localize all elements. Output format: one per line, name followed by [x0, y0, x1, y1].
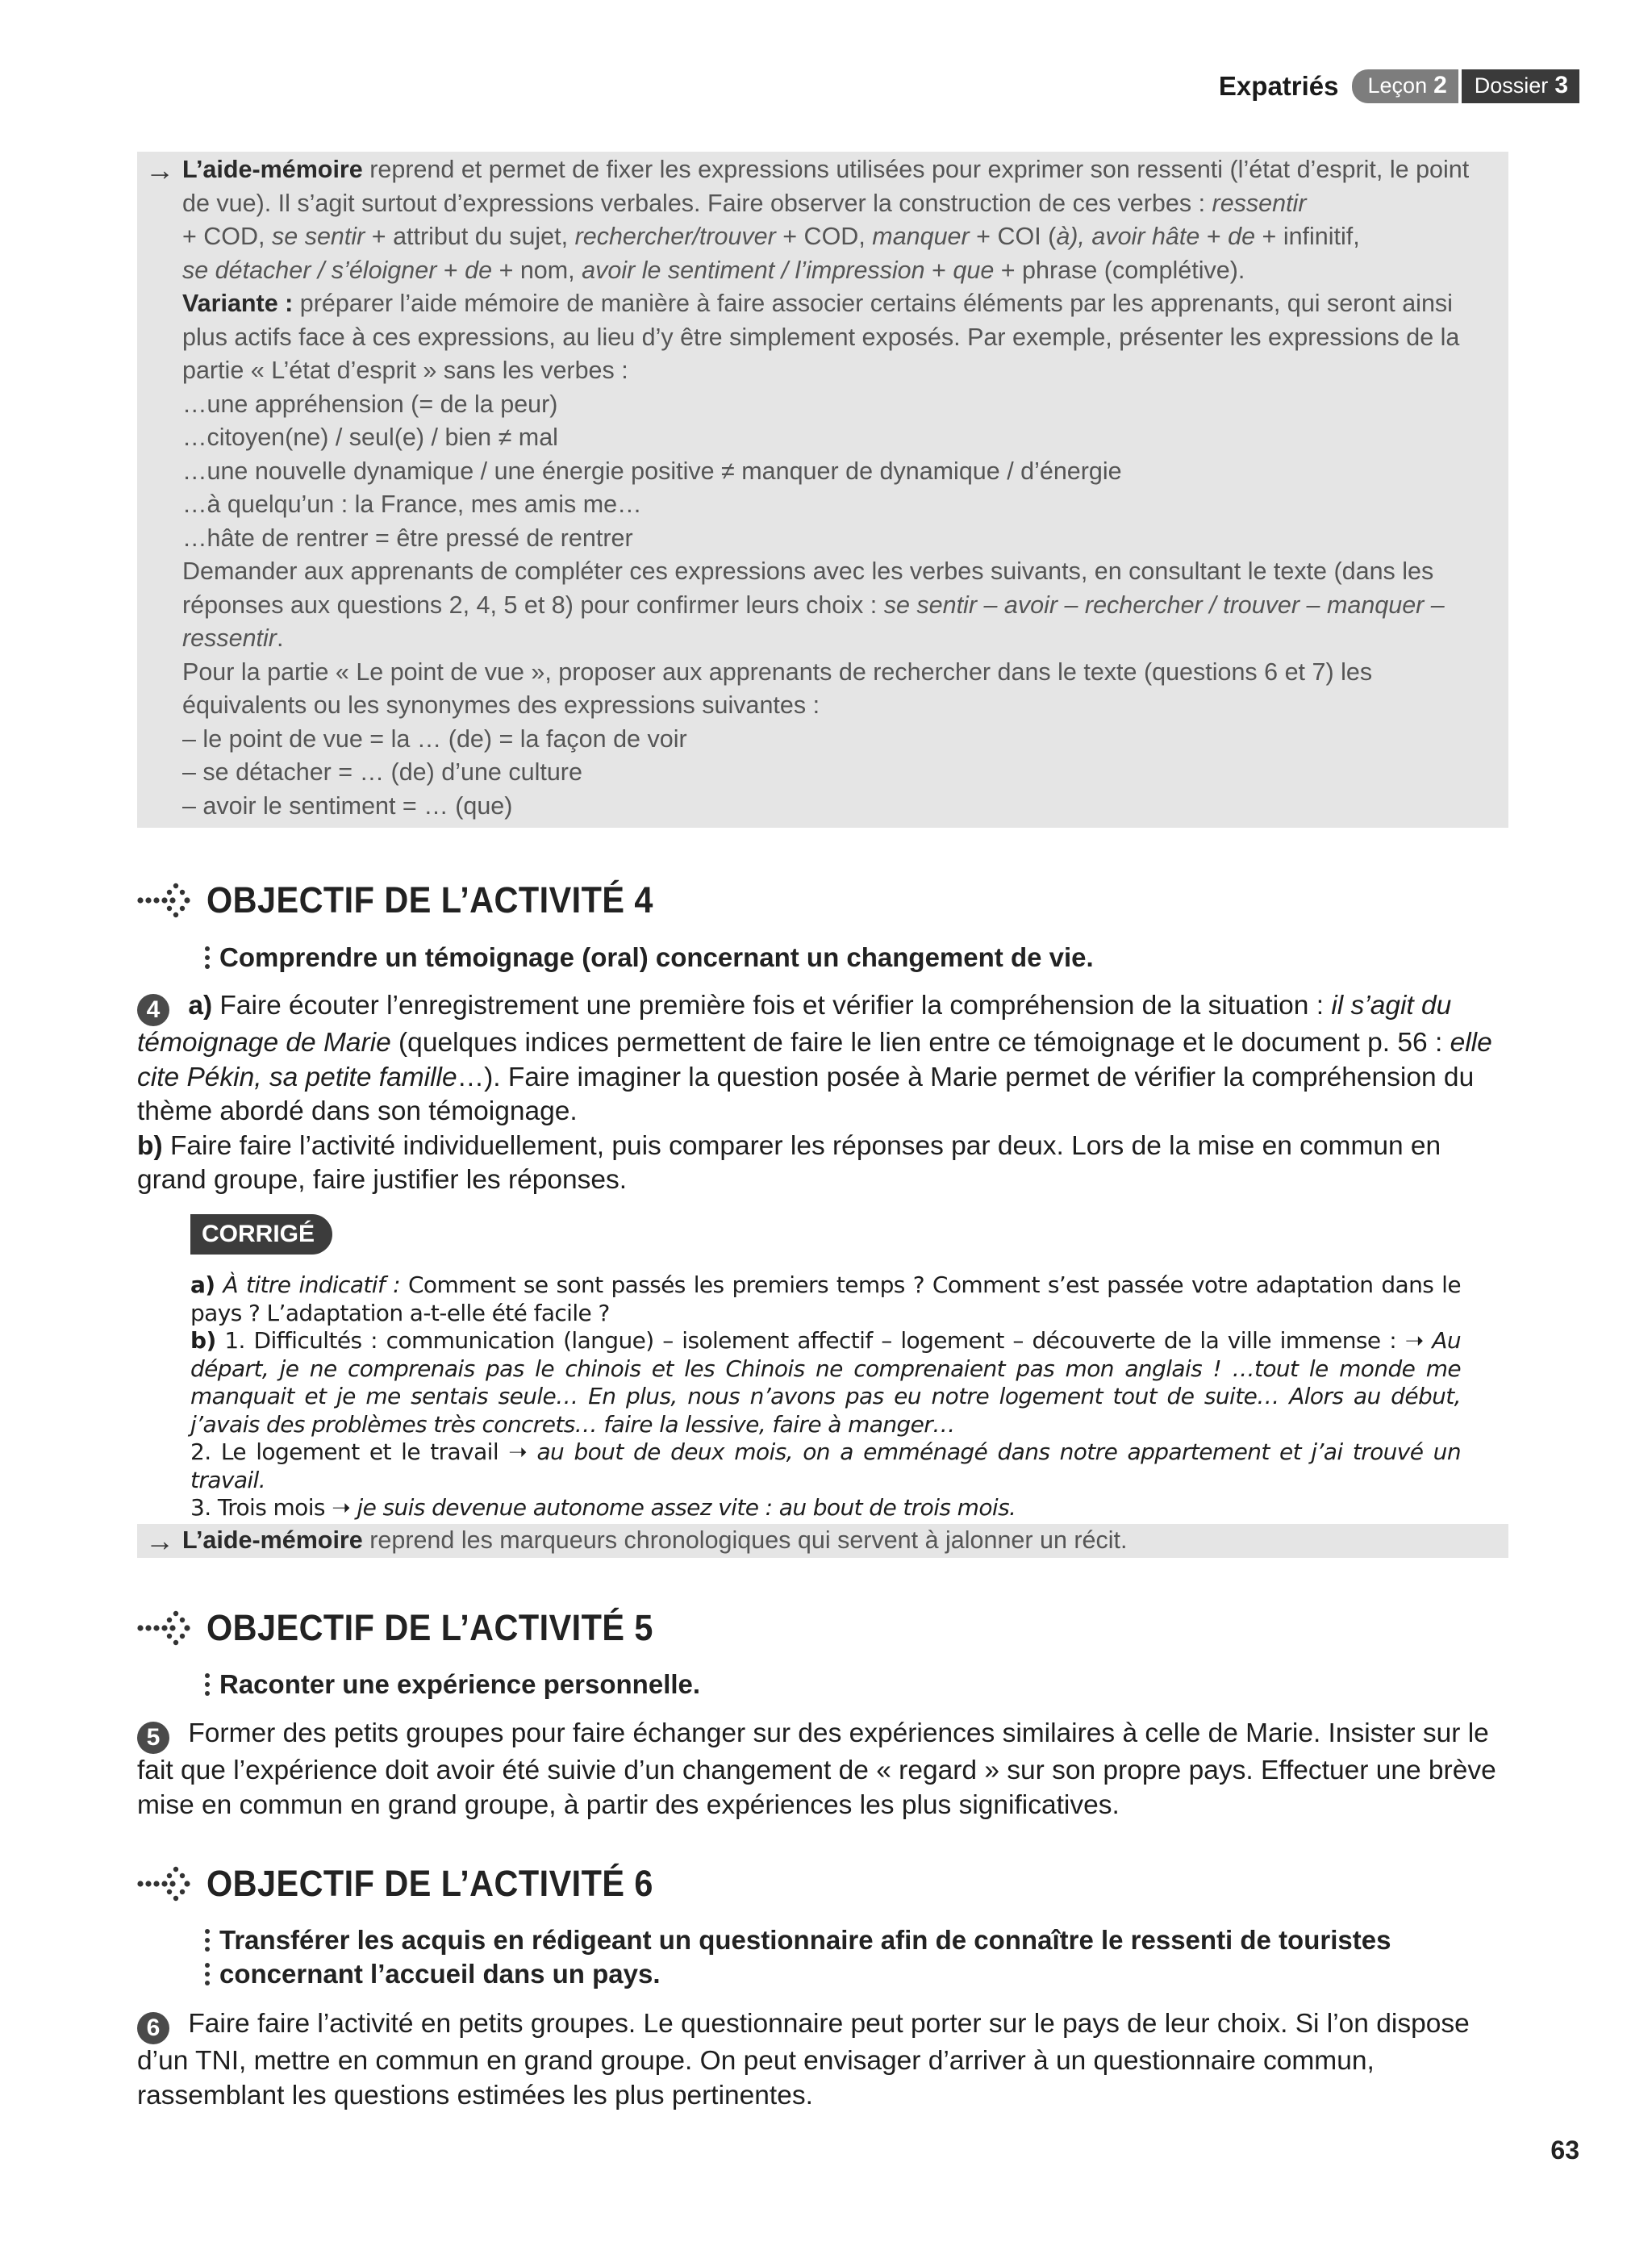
lecon-badge: [1352, 69, 1458, 103]
page-number: 63: [1550, 2136, 1579, 2165]
text: que: [953, 256, 995, 284]
text: a): [190, 1271, 215, 1298]
right-arrow-icon: →: [145, 1524, 174, 1557]
text: ressentir: [1212, 189, 1307, 217]
text: Raconter une expérience personnelle.: [219, 1669, 701, 1699]
text: b): [190, 1327, 216, 1354]
text: + COI (: [976, 223, 1057, 250]
text: + COD,: [782, 223, 866, 250]
list-item: …une nouvelle dynamique / une énergie positive ≠ manquer de dynamique / d’énergie: [182, 457, 1122, 485]
text: Pour la partie « Le point de vue », proposer aux apprenants de rechercher dans le texte (questions 6 et 7) les équivalents ou les synonymes des expressions suivantes :: [182, 658, 1373, 719]
text: +: [443, 256, 458, 284]
text: …). Faire imaginer la question posée à Marie permet de vérifier la compréhension du thème abordé dans son témoignage.: [137, 1062, 1475, 1126]
aide-memoire-box-2: [137, 1524, 1508, 1558]
text: Trois mois: [217, 1494, 325, 1521]
variante-label: Variante :: [182, 290, 294, 317]
text: se détacher / s’éloigner: [182, 256, 437, 284]
list-item: …citoyen(ne) / seul(e) / bien ≠ mal: [182, 424, 558, 451]
activity-5-instructions: [137, 1717, 1508, 1822]
aide-memoire-box: [137, 152, 1508, 828]
text: de: [465, 256, 493, 284]
objective-5-heading: [137, 1607, 692, 1649]
objective-title: OBJECTIF DE L’ACTIVITÉ 5: [206, 1607, 653, 1648]
vertical-dots-icon: [203, 946, 211, 970]
text: reprend les marqueurs chronologiques qui servent à jalonner un récit.: [369, 1526, 1128, 1554]
text: +: [1206, 223, 1221, 250]
activity-6-instructions: [137, 2007, 1508, 2113]
arrow-icon: ➝: [508, 1438, 528, 1465]
list-item: – avoir le sentiment = … (que): [182, 791, 513, 820]
text: .: [276, 624, 284, 652]
activity-number-badge: 6: [137, 2012, 169, 2044]
objective-title: OBJECTIF DE L’ACTIVITÉ 4: [206, 879, 653, 921]
activity-4-instructions: [137, 989, 1508, 1198]
dotted-arrow-icon: [137, 1865, 190, 1902]
list-item: …hâte de rentrer = être pressé de rentrer: [182, 524, 633, 552]
text: il s’agit du témoignage de Marie: [137, 991, 1452, 1058]
text: Au départ, je ne comprenais pas le chinois et les Chinois ne comprenaient pas mon anglais ! …tout le monde me manquait et je me sentais seule… En plus, nous n’avons pas eu notre logement tout de suite… Alors au début, j’avais des problèmes très concrets… faire la lessive, faire à manger…: [190, 1327, 1461, 1438]
text: + COD,: [182, 223, 265, 250]
text: elle cite Pékin, sa petite famille: [137, 1028, 1492, 1092]
corrige-tag: CORRIGÉ: [190, 1214, 332, 1255]
list-item: …à quelqu’un : la France, mes amis me…: [182, 491, 642, 518]
text: Comprendre un témoignage (oral) concernant un changement de vie.: [219, 942, 1094, 972]
objective-6-heading: [137, 1863, 692, 1905]
text: Comment se sont passés les premiers temps ? Comment s’est passée votre adaptation dans le pays ? L’adaptation a-t-elle été facile ?: [190, 1271, 1461, 1326]
objective-6-subtitle: [203, 1923, 1508, 1991]
text: b): [137, 1130, 163, 1161]
text: + phrase (complétive).: [1000, 256, 1245, 284]
text: rechercher/trouver: [574, 223, 776, 250]
dossier-badge: [1462, 69, 1579, 103]
vertical-dots-icon: [203, 1928, 211, 1952]
text: se sentir: [272, 223, 365, 250]
text: Faire faire l’activité individuellement, puis comparer les réponses par deux. Lors de la mise en commun en grand groupe, faire justifier les réponses.: [137, 1130, 1441, 1195]
text: je suis devenue autonome assez vite : au bout de trois mois.: [357, 1494, 1016, 1521]
lecon-number: 2: [1433, 72, 1447, 98]
dotted-arrow-icon: [137, 882, 190, 919]
body: [137, 1524, 1508, 1558]
text: avoir le sentiment / l’impression: [582, 256, 925, 284]
text: + infinitif,: [1262, 223, 1360, 250]
activity-number-badge: 5: [137, 1722, 169, 1754]
text: à), avoir hâte: [1056, 223, 1200, 250]
aide-memoire-text: [137, 153, 1508, 823]
text: + attribut du sujet,: [371, 223, 569, 250]
text: 3.: [190, 1494, 211, 1521]
text: Le logement et le travail: [220, 1438, 499, 1465]
list-item: …une appréhension (= de la peur): [182, 390, 558, 418]
vertical-dots-icon: [203, 1962, 211, 1986]
activity-number-badge: 4: [137, 994, 169, 1026]
text: a): [188, 991, 213, 1021]
arrow-icon: ➝: [1404, 1327, 1424, 1354]
objective-5-subtitle: [203, 1668, 700, 1701]
text: manquer: [872, 223, 970, 250]
dotted-arrow-icon: [137, 1609, 190, 1647]
text: se sentir – avoir – rechercher / trouver – manquer – ressentir: [182, 591, 1445, 652]
text: préparer l’aide mémoire de manière à faire associer certains éléments par les apprenants, qui seront ainsi plus actifs face à ces expressions, au lieu d’y être simplement exposés. Par exemple, présenter les expressions de la partie « L’état d’esprit » sans les verbes :: [182, 290, 1460, 384]
text: Faire faire l’activité en petits groupes. Le questionnaire peut porter sur le pays de leur choix. Si l’on dispose d’un TNI, mettre en commun en grand groupe. On peut envisager d’arriver à un questionnaire commun, rassemblant les questions estimées les plus pertinentes.: [137, 2009, 1470, 2110]
text: Faire écouter l’enregistrement une première fois et vérifier la compréhension de la situation :: [219, 991, 1325, 1021]
text: Demander aux apprenants de compléter ces expressions avec les verbes suivants, en consultant le texte (dans les réponses aux questions 2, 4, 5 et 8) pour confirmer leurs choix :: [182, 557, 1434, 619]
text: Former des petits groupes pour faire échanger sur des expériences similaires à celle de Marie. Insister sur le fait que l’expérience doit avoir été suivie d’un changement de « regard » sur son propre pays. Effectuer une brève mise en commun en grand groupe, à partir des expériences les plus significatives.: [137, 1718, 1496, 1820]
text: Difficultés : communication (langue) – isolement affectif – logement – découverte de la ville immense :: [253, 1327, 1397, 1354]
page-header: [1219, 69, 1579, 103]
text: +: [932, 256, 946, 284]
list-item: – le point de vue = la … (de) = la façon de voir: [182, 724, 687, 753]
objective-4-heading: [137, 879, 692, 921]
text: (quelques indices permettent de faire le lien entre ce témoignage et le document p. 56 :: [398, 1028, 1443, 1058]
corrige-content: [190, 1271, 1461, 1522]
text: À titre indicatif :: [223, 1271, 401, 1298]
text: reprend et permet de fixer les expressions utilisées pour exprimer son ressenti (l’état d’esprit, le point de vue). Il s’agit surtout d’expressions verbales. Faire observer la construction de ces verbes :: [182, 156, 1470, 217]
text: 2.: [190, 1438, 211, 1465]
text: au bout de deux mois, on a emménagé dans notre appartement et j’ai trouvé un travail.: [190, 1438, 1461, 1493]
vertical-dots-icon: [203, 1672, 211, 1697]
aide-memoire-title: L’aide-mémoire: [182, 1526, 363, 1554]
aide-memoire-title: L’aide-mémoire: [182, 156, 363, 183]
right-arrow-icon: →: [145, 153, 174, 186]
objective-title: OBJECTIF DE L’ACTIVITÉ 6: [206, 1863, 653, 1904]
text: 1.: [224, 1327, 245, 1354]
text: + nom,: [499, 256, 575, 284]
dossier-number: 3: [1554, 72, 1568, 98]
text: de: [1228, 223, 1256, 250]
dossier-label: Dossier: [1474, 73, 1549, 98]
header-title: Expatriés: [1218, 71, 1339, 101]
arrow-icon: ➝: [332, 1494, 351, 1521]
objective-4-subtitle: [203, 941, 1094, 975]
text: Transférer les acquis en rédigeant un questionnaire afin de connaître le ressenti de touristes concernant l’accueil dans un pays.: [219, 1925, 1391, 1989]
list-item: – se détacher = … (de) d’une culture: [182, 758, 582, 786]
lecon-label: Leçon: [1367, 73, 1428, 98]
